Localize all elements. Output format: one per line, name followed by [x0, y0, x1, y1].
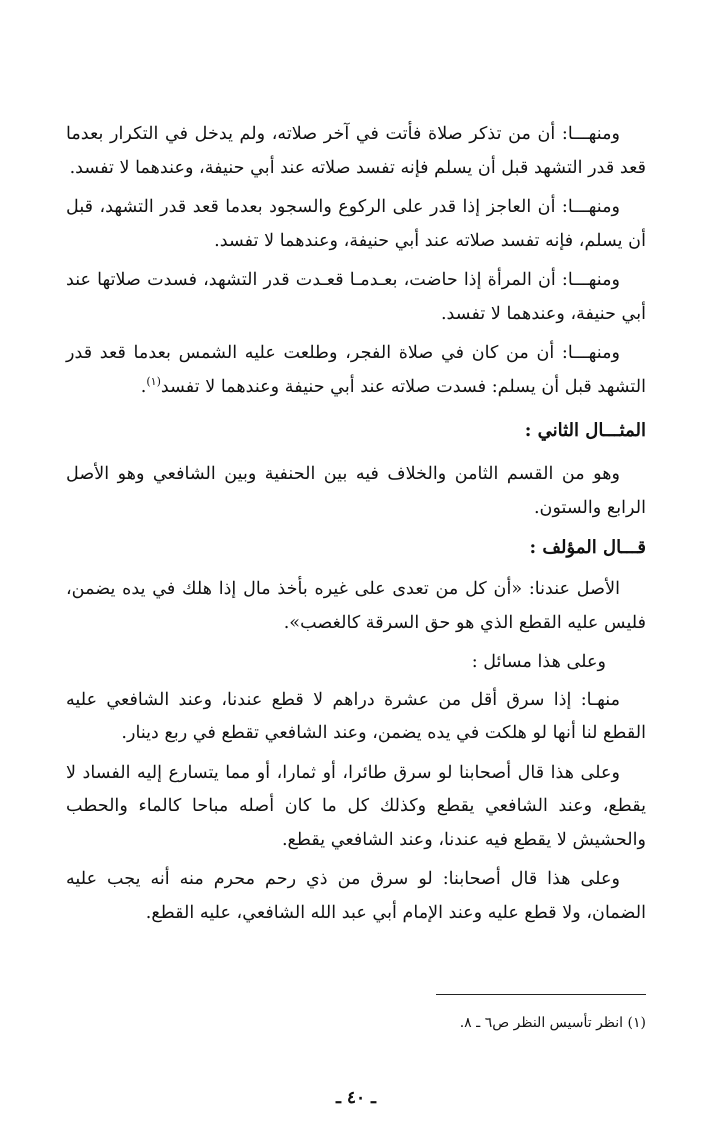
page-number: ـ ٤٠ ـ	[335, 1088, 377, 1108]
paragraph-7: وعلى هذا مسائل :	[471, 652, 606, 672]
paragraph-8: منهـا: إذا سرق أقل من عشرة دراهم لا قطع عندنا، وعند الشافعي عليه القطع لنا أنها لو هلكت في يده يضمن، وعند الشافعي تقطع في ربع دينار.	[66, 689, 646, 743]
footnote-divider	[436, 994, 646, 995]
paragraph-4-end: .	[140, 376, 147, 397]
heading-author-said: قـــال المؤلف :	[529, 537, 646, 558]
paragraph-4-text: ومنهـــا: أن من كان في صلاة الفجر، وطلعت عليه الشمس بعدما قعد قدر التشهد قبل أن يسلم: فسدت صلاته عند أبي حنيفة وعندهما لا تفسد	[66, 343, 646, 397]
paragraph-5: وهو من القسم الثامن والخلاف فيه بين الحنفية وبين الشافعي وهو الأصل الرابع والستون.	[66, 464, 646, 518]
footnote-reference[interactable]: (١)	[146, 374, 161, 388]
paragraph-3: ومنهـــا: أن المرأة إذا حاضت، بعـدمـا قعـدت قدر التشهد، فسدت صلاتها عند أبي حنيفة، وعندهما لا تفسد.	[66, 270, 646, 324]
paragraph-9: وعلى هذا قال أصحابنا لو سرق طائرا، أو ثمارا، أو مما يتسارع إليه الفساد لا يقطع، وعند الشافعي يقطع وكذلك كل ما كان أصله مباحا كالماء والحطب والحشيش لا يقطع فيه عندنا، وعند الشافعي يقطع.	[66, 762, 646, 850]
paragraph-10: وعلى هذا قال أصحابنا: لو سرق من ذي رحم محرم منه أنه يجب عليه الضمان، ولا قطع عليه وعند الإمام أبي عبد الله الشافعي، عليه القطع.	[66, 869, 646, 923]
paragraph-6: الأصل عندنا: «أن كل من تعدى على غيره بأخذ مال إذا هلك في يده يضمن، فليس عليه القطع الذي هو حق السرقة كالغصب».	[66, 579, 646, 633]
paragraph-2: ومنهـــا: أن العاجز إذا قدر على الركوع والسجود بعدما قعد قدر التشهد، قبل أن يسلم، فإنه تفسد صلاته عند أبي حنيفة، وعندهما لا تفسد.	[66, 197, 646, 251]
paragraph-1: ومنهـــا: أن من تذكر صلاة فأتت في آخر صلاته، ولم يدخل في التكرار بعدما قعد قدر التشهد قبل أن يسلم فإنه تفسد صلاته عند أبي حنيفة، وعندهما لا تفسد.	[66, 124, 646, 178]
footnote: (١) انظر تأسيس النظر ص٦ ـ ٨.	[459, 1015, 646, 1031]
heading-second-example: المثـــال الثاني :	[524, 420, 646, 441]
paragraph-4	[66, 337, 646, 404]
